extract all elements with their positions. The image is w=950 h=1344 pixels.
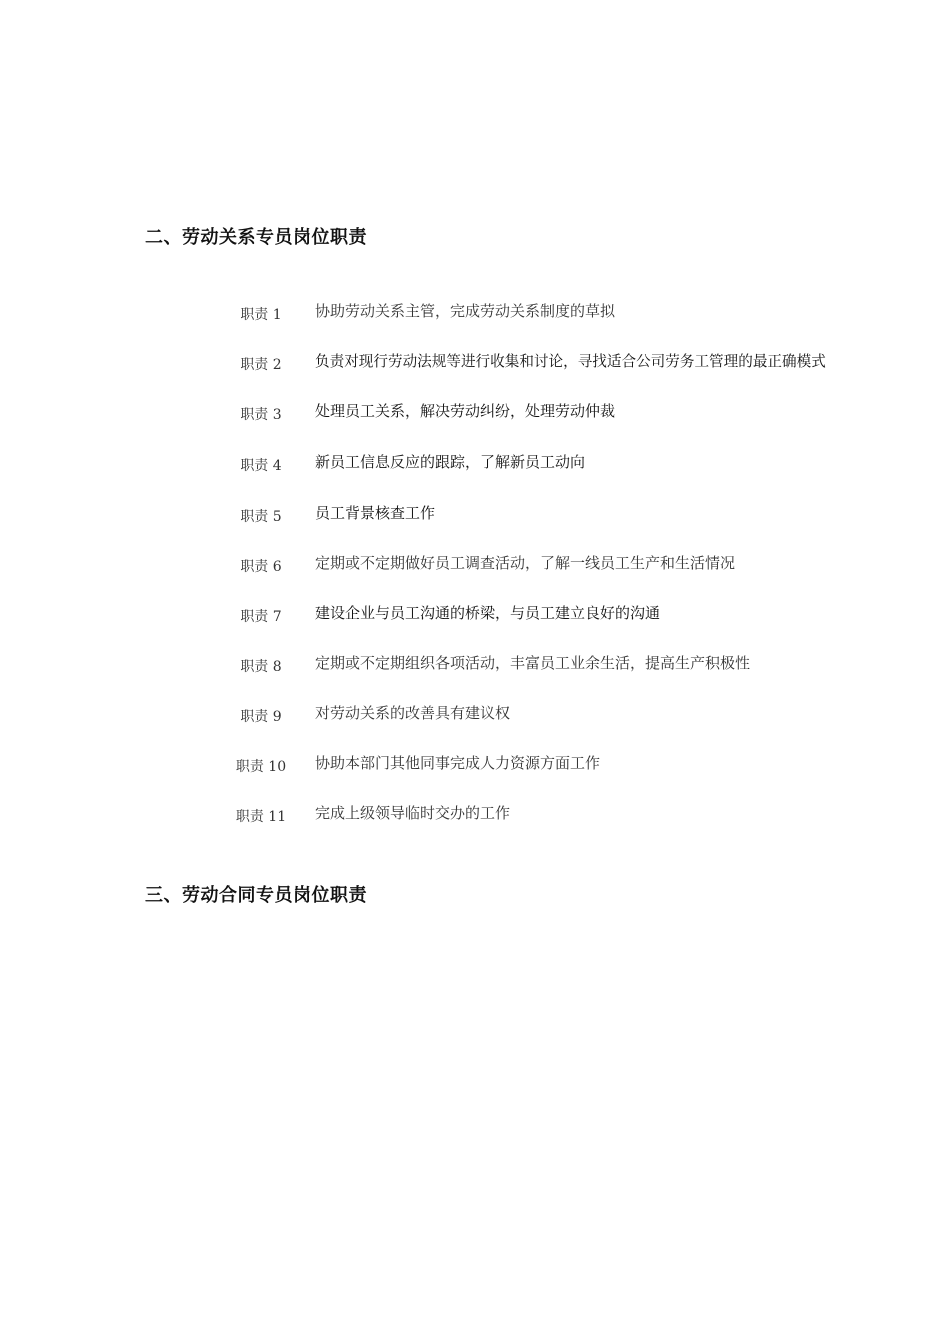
duty-label: 职责 5 <box>240 509 282 525</box>
duty-text: 新员工信息反应的跟踪，了解新员工动向 <box>315 453 586 471</box>
duty-label: 职责 7 <box>240 609 282 625</box>
duty-label: 职责 11 <box>235 809 287 825</box>
duty-text: 定期或不定期做好员工调查活动，了解一线员工生产和生活情况 <box>315 554 736 572</box>
duty-label: 职责 1 <box>240 307 282 323</box>
duty-row <box>0 802 950 832</box>
duty-row <box>0 451 950 481</box>
duty-text: 协助劳动关系主管，完成劳动关系制度的草拟 <box>315 302 616 320</box>
duty-row <box>0 552 950 582</box>
duty-text: 协助本部门其他同事完成人力资源方面工作 <box>315 754 601 772</box>
duty-text: 员工背景核查工作 <box>315 504 436 522</box>
duty-text: 处理员工关系，解决劳动纠纷，处理劳动仲裁 <box>315 402 616 420</box>
duty-row <box>0 652 950 682</box>
duty-label: 职责 8 <box>240 659 282 675</box>
duty-label: 职责 10 <box>235 759 287 775</box>
duty-text: 负责对现行劳动法规等进行收集和讨论，寻找适合公司劳务工管理的最正确模式 <box>315 353 826 370</box>
duty-text: 定期或不定期组织各项活动，丰富员工业余生活，提高生产积极性 <box>315 654 751 672</box>
duty-row <box>0 502 950 532</box>
duty-row <box>0 400 950 430</box>
duty-row <box>0 752 950 782</box>
duty-label: 职责 4 <box>240 458 282 474</box>
duty-text: 对劳动关系的改善具有建议权 <box>315 704 511 722</box>
duty-text: 建设企业与员工沟通的桥梁，与员工建立良好的沟通 <box>315 604 661 622</box>
duty-label: 职责 9 <box>240 709 282 725</box>
duty-row <box>0 602 950 632</box>
duty-text: 完成上级领导临时交办的工作 <box>315 804 511 822</box>
duty-row <box>0 300 950 330</box>
duty-label: 职责 6 <box>240 559 282 575</box>
duty-row <box>0 350 950 380</box>
section-heading-labor-contract: 三、劳动合同专员岗位职责 <box>145 885 367 906</box>
duty-label: 职责 2 <box>240 357 282 373</box>
duty-label: 职责 3 <box>240 407 282 423</box>
duty-row <box>0 702 950 732</box>
section-heading-labor-relations: 二、劳动关系专员岗位职责 <box>145 227 367 248</box>
